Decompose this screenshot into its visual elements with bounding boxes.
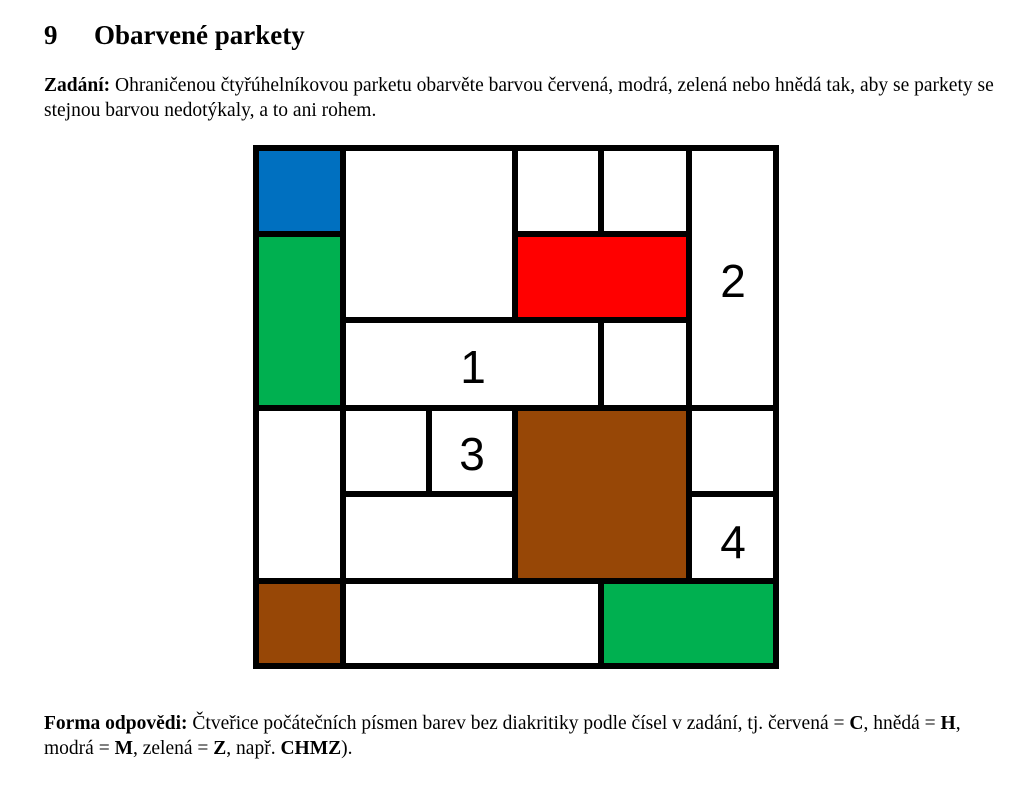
- tile-white: [343, 408, 429, 494]
- tile-white: [689, 408, 776, 494]
- tile-label-3: 3: [459, 428, 485, 480]
- letter-z: Z: [213, 738, 227, 759]
- tile-green-bottom-right: [601, 581, 776, 666]
- letter-h: H: [940, 713, 956, 734]
- answer-text-b: , hnědá =: [863, 713, 941, 734]
- tile-brown-bottom-left: [256, 581, 343, 666]
- tile-label-4: 4: [720, 516, 746, 568]
- task-label: Zadání:: [44, 75, 111, 96]
- answer-label: Forma odpovědi:: [44, 713, 188, 734]
- tile-white: [601, 148, 689, 234]
- tile-red: [515, 234, 689, 320]
- tile-green-left: [256, 234, 343, 408]
- tile-white: [601, 320, 689, 408]
- task-text: Ohraničenou čtyřúhelníkovou parketu obarvěte barvou červená, modrá, zelená nebo hnědá tak, aby se parkety se stejnou barvou nedotýkaly, a to ani rohem.: [44, 75, 994, 121]
- answer-text-e: , např.: [226, 738, 281, 759]
- tile-white: [343, 581, 601, 666]
- tile-blue: [256, 148, 343, 234]
- example-answer: CHMZ: [280, 738, 342, 759]
- tile-white: [256, 408, 343, 581]
- tile-white: [343, 494, 515, 581]
- tile-white: [343, 148, 515, 320]
- section-number: 9: [44, 20, 58, 50]
- tile-label-1: 1: [460, 341, 486, 393]
- answer-text-a: Čtveřice počátečních písmen barev bez diakritiky podle čísel v zadání, tj. červená =: [192, 713, 845, 734]
- answer-text-d: , zelená =: [132, 738, 214, 759]
- letter-m: M: [114, 738, 133, 759]
- letter-c: C: [849, 713, 864, 734]
- answer-paragraph: [44, 711, 994, 761]
- answer-text-c: , modrá =: [44, 713, 961, 759]
- section-title: Obarvené parkety: [94, 20, 305, 50]
- tile-white: [515, 148, 601, 234]
- answer-text-f: ).: [341, 738, 353, 759]
- tile-brown-center: [515, 408, 689, 581]
- tile-label-2: 2: [720, 255, 746, 307]
